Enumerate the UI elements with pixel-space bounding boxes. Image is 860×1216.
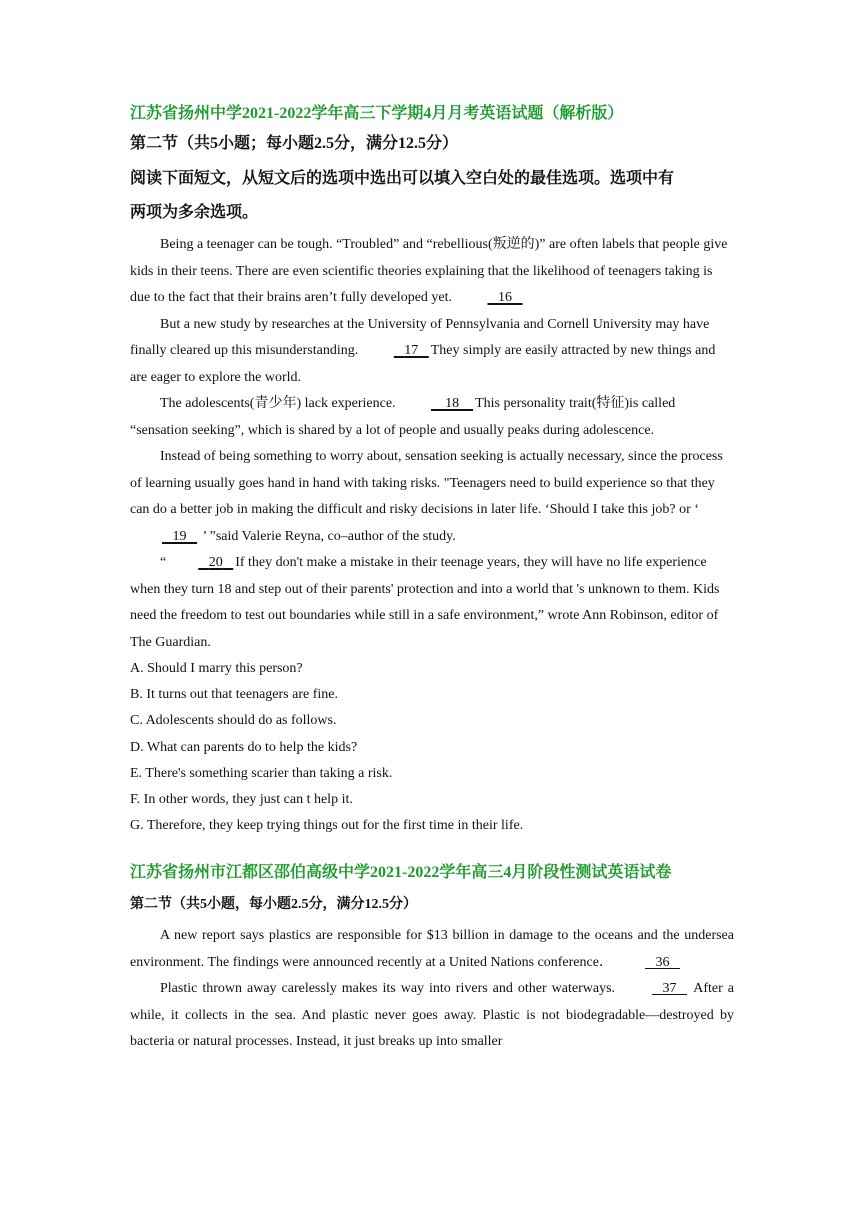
blank-17 xyxy=(362,338,431,365)
blank-37 xyxy=(620,976,689,1003)
blank-19 xyxy=(130,524,199,551)
blank-16 xyxy=(456,285,525,312)
option-c: C. Adolescents should do as follows. xyxy=(130,713,337,729)
blank-number: 16 xyxy=(498,290,513,305)
document-page xyxy=(130,102,734,1056)
blank-number: 20 xyxy=(208,555,223,570)
part1-section-heading: 第二节（共5小题；每小题2.5分，满分12.5分） xyxy=(130,135,459,152)
paragraph-text: Plastic thrown away carelessly makes its way into rivers and other waterways. xyxy=(160,981,621,997)
blank-number: 17 xyxy=(404,343,419,358)
part2-paragraph-2 xyxy=(130,976,734,1056)
paragraph-text: Instead of being something to worry about, sensation seeking is actually necessary, since the process of learning usually goes hand in hand with taking risks. "Teenagers need to build experience so that they can do a better job in making the difficult and risky decisions in later life. ‘Should I take this job? or ‘ xyxy=(130,449,723,517)
part2-paragraph-1 xyxy=(130,923,734,976)
answer-options xyxy=(130,656,734,839)
paragraph-text: If they don't make a mistake in their teenage years, they will have no life experience when they turn 18 and step out of their parents' protection and into a world that 's unknown to them. Kids need the freedom to test out boundaries while still in a safe environment,” wrote Ann Robinson, editor of The Guardian. xyxy=(130,555,720,650)
paragraph-text: But a new study by researches at the University of Pennsylvania and Cornell University may have finally cleared up this misunderstanding. xyxy=(130,316,710,358)
option-d: D. What can parents do to help the kids? xyxy=(130,739,358,755)
instruction-line-2: 两项为多余选项。 xyxy=(130,204,259,221)
blank-18 xyxy=(399,391,475,418)
section-spacer xyxy=(130,839,734,861)
passage-paragraph-2 xyxy=(130,312,734,392)
option-b: B. It turns out that teenagers are fine. xyxy=(130,687,338,703)
option-f: F. In other words, they just can t help it. xyxy=(130,792,353,808)
blank-number: 19 xyxy=(172,528,187,544)
paragraph-text: After a while, it collects in the sea. And plastic never goes away. Plastic is not biodegradable—destroyed by bacteria or natural processes. Instead, it just breaks up into smaller xyxy=(130,981,734,1050)
part2-title: 江苏省扬州市江都区邵伯高级中学2021-2022学年高三4月阶段性测试英语试卷 xyxy=(130,864,672,882)
option-g: G. Therefore, they keep trying things out for the first time in their life. xyxy=(130,818,524,834)
passage-paragraph-1 xyxy=(130,232,734,312)
blank-number: 36 xyxy=(655,954,670,970)
option-a: A. Should I marry this person? xyxy=(130,661,303,676)
part1-title: 江苏省扬州中学2021-2022学年高三下学期4月月考英语试题（解析版） xyxy=(130,105,624,122)
passage-paragraph-4 xyxy=(130,444,734,550)
blank-36 xyxy=(613,950,682,977)
paragraph-text: ’ ”said Valerie Reyna, co–author of the study. xyxy=(199,528,456,544)
part1-instructions xyxy=(130,162,734,230)
instruction-line-1: 阅读下面短文，从短文后的选项中选出可以填入空白处的最佳选项。选项中有 xyxy=(130,170,675,187)
passage-paragraph-3 xyxy=(130,391,734,444)
paragraph-text: They simply are easily attracted by new things and are eager to explore the world. xyxy=(130,343,716,385)
blank-number: 37 xyxy=(662,981,677,997)
paragraph-text: Being a teenager can be tough. “Troubled” and “rebellious(叛逆的)” are often labels that people give kids in their teens. There are even scientific theories explaining that the likelihood of teenagers taking is due to the fact that their brains aren’t fully developed yet. xyxy=(130,237,728,305)
blank-20 xyxy=(166,550,235,577)
paragraph-text: A new report says plastics are responsible for $13 billion in damage to the oceans and the undersea environment. The findings were announced recently at a United Nations conference． xyxy=(130,928,734,970)
part2-section-heading: 第二节（共5小题，每小题2.5分，满分12.5分） xyxy=(130,897,417,913)
blank-number: 18 xyxy=(445,396,460,411)
passage-paragraph-5 xyxy=(130,550,734,656)
paragraph-text: This personality trait(特征)is called “sensation seeking”, which is shared by a lot of people and usually peaks during adolescence. xyxy=(130,396,676,438)
option-e: E. There's something scarier than taking a risk. xyxy=(130,765,393,781)
paragraph-text: “ xyxy=(160,555,167,570)
paragraph-text: The adolescents(青少年) lack experience. xyxy=(160,396,400,411)
